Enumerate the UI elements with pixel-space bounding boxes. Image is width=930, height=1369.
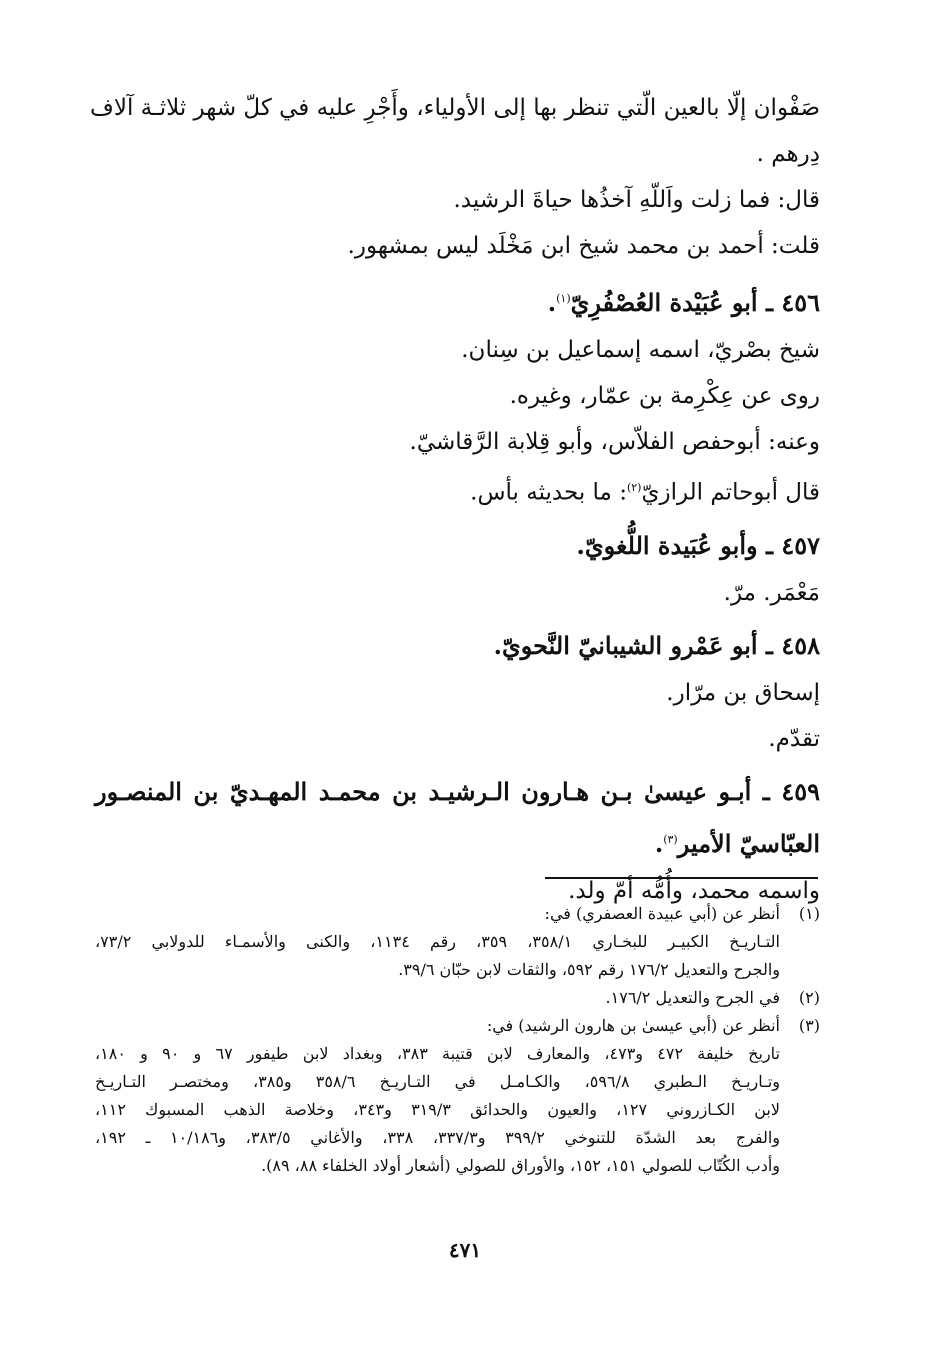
footnote-text: التـاريـخ الكبيـر للبخـاري ٣٥٨/١، ٣٥٩، رقم ١١٣٤، والكنى والأسمـاء للدولابي ٧٣/٢، bbox=[95, 932, 781, 951]
heading-tail: . bbox=[547, 288, 557, 317]
footnote-text: والجرح والتعديل ١٧٦/٢ رقم ٥٩٢، والثقات لابن حبّان ٣٩/٦. bbox=[398, 960, 780, 979]
footnote-text: أنظر عن (أبي عيسىٰ بن هارون الرشيد) في: bbox=[486, 1016, 780, 1035]
footnote-ref[interactable]: (١) bbox=[556, 292, 571, 305]
entry-457-heading: ٤٥٧ ـ وأبو عُبَيدة اللُّغويّ. bbox=[576, 530, 820, 560]
footnote-text: تاريخ خليفة ٤٧٢ و٤٧٣، والمعارف لابن قتيبة ٣٨٣، وبغداد لابن طيفور ٦٧ و ٩٠ و ١٨٠، bbox=[95, 1044, 780, 1063]
text-line bbox=[95, 465, 820, 516]
text-line: روى عن عِكْرِمة بن عمّار، وغيره. bbox=[509, 383, 820, 409]
footnote-text: وأدب الكُتّاب للصولي ١٥١، ١٥٢، والأوراق للصولي (أشعار أولاد الخلفاء ٨٨، ٨٩). bbox=[261, 1156, 780, 1175]
entry-title: ٤٥٦ ـ أبو عُبَيْدة العُصْفُرِيّ bbox=[570, 288, 820, 317]
footnote-1 bbox=[95, 900, 820, 928]
footnote-ref[interactable]: (٣) bbox=[663, 832, 678, 846]
footnote-number: (٣) bbox=[798, 1016, 820, 1035]
entry-459-heading-cont bbox=[95, 816, 820, 868]
footnote-text: أنظر عن (أبي عبيدة العصفري) في: bbox=[544, 904, 780, 923]
text-segment: : ما بحديثه بأس. bbox=[470, 479, 627, 506]
text-line: إسحاق بن مرّار. bbox=[666, 679, 820, 706]
text-segment: قال أبوحاتم الرازيّ bbox=[641, 479, 820, 506]
entry-459-heading: ٤٥٩ ـ أبـو عيسىٰ بـن هـارون الـرشيـد بن محمـد المهـديّ بن المنصـور bbox=[95, 776, 820, 806]
text-line: تقدّم. bbox=[768, 725, 820, 752]
footnote-divider bbox=[545, 877, 818, 879]
entry-458-heading: ٤٥٨ ـ أبو عَمْرو الشيبانيّ النَّحويّ. bbox=[493, 630, 820, 660]
footnote-ref[interactable]: (٢) bbox=[626, 481, 642, 494]
text-line: واسمه محمد، وأُمُّه أمّ ولد. bbox=[568, 877, 820, 904]
main-text bbox=[89, 85, 820, 914]
text-line: قال: فما زلت واَللّهِ آخذُها حياةَ الرشيد. bbox=[453, 187, 820, 213]
text-line: قلت: أحمد بن محمد شيخ ابن مَخْلَد ليس بمشهور. bbox=[347, 233, 820, 259]
heading-tail: . bbox=[654, 828, 664, 858]
footnotes bbox=[95, 900, 820, 1180]
text-line: وعنه: أبوحفص الفلاّس، وأبو قِلابة الرَّقاشيّ. bbox=[409, 429, 820, 455]
footnote-text: وتـاريـخ الـطبري ٥٩٦/٨، والكـامـل في التـاريـخ ٣٥٨/٦ و٣٨٥، ومختصـر التـاريـخ bbox=[95, 1072, 780, 1091]
footnote-3 bbox=[95, 1012, 820, 1040]
entry-456-heading bbox=[95, 275, 820, 327]
text-line: دِرهم . bbox=[756, 141, 820, 167]
footnote-number: (٢) bbox=[798, 988, 820, 1007]
text-line: مَعْمَر. مرّ. bbox=[723, 579, 820, 606]
footnote-text: والفرج بعد الشدّة للتنوخي ٣٩٩/٢ و٣٣٧/٣، ٣٣٨، والأغاني ٣٨٣/٥، و١٠/١٨٦ ـ ١٩٢، bbox=[95, 1128, 781, 1147]
page-number: ٤٧١ bbox=[448, 1238, 482, 1262]
footnote-text: لابن الكـازروني ١٢٧، والعيون والحدائق ٣١٩/٣ و٣٤٣، وخلاصة الذهب المسبوك ١١٢، bbox=[95, 1100, 780, 1119]
footnote-number: (١) bbox=[798, 904, 820, 923]
footnote-2 bbox=[95, 984, 820, 1012]
footnote-text: في الجرح والتعديل ١٧٦/٢. bbox=[605, 988, 780, 1007]
text-line: شيخ بصْريّ، اسمه إسماعيل بن سِنان. bbox=[461, 337, 820, 363]
entry-title: العبّاسيّ الأمير bbox=[677, 828, 820, 858]
text-line: صَفْوان إلّا بالعين الّتي تنظر بها إلى الأولياء، وأَجْرِ عليه في كلّ شهر ثلاثـة آلاف bbox=[89, 95, 820, 121]
